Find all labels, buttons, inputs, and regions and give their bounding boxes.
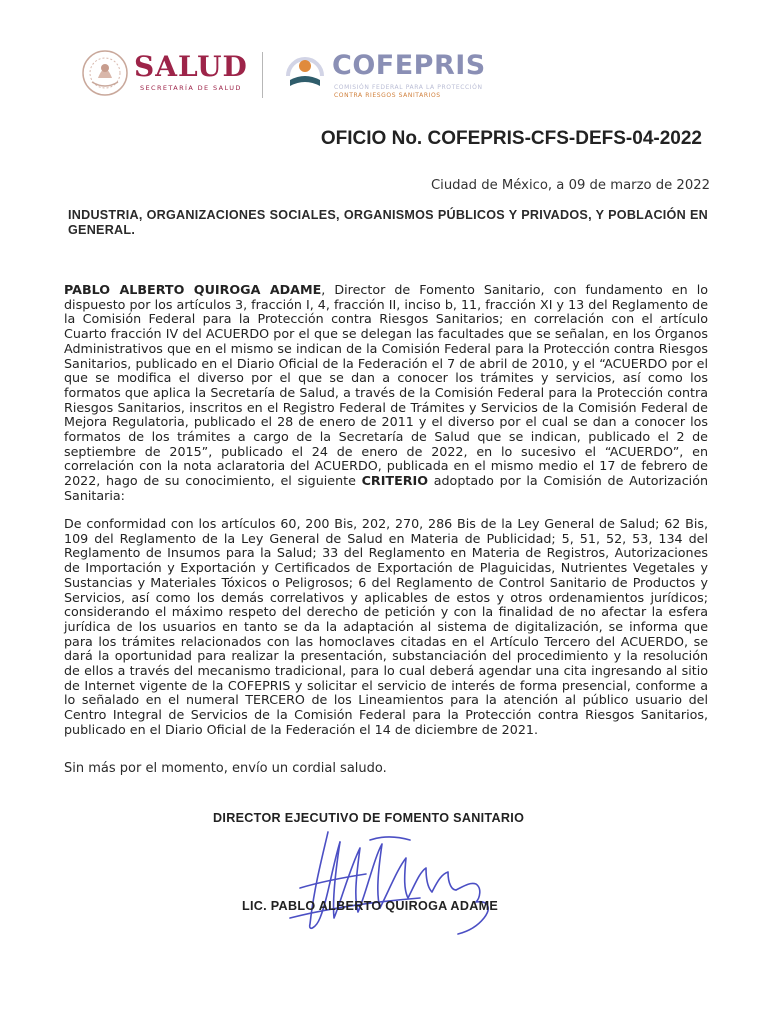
paragraph-1-end: adoptado por la Comisión de Autorización Sanitaria: bbox=[64, 473, 709, 503]
criterio-label: CRITERIO bbox=[361, 473, 429, 489]
salud-subtitle: SECRETARÍA DE SALUD bbox=[140, 84, 242, 92]
cofepris-logo-icon bbox=[282, 46, 328, 96]
paragraph-1 bbox=[64, 283, 708, 504]
cofepris-wordmark: COFEPRIS bbox=[332, 50, 486, 81]
cofepris-subtitle-1: COMISIÓN FEDERAL PARA LA PROTECCIÓN bbox=[334, 84, 483, 91]
closing-line: Sin más por el momento, envío un cordial saludo. bbox=[64, 761, 387, 776]
signer-title: DIRECTOR EJECUTIVO DE FOMENTO SANITARIO bbox=[213, 811, 525, 825]
addressee: INDUSTRIA, ORGANIZACIONES SOCIALES, ORGANISMOS PÚBLICOS Y PRIVADOS, Y POBLACIÓN EN GENERAL. bbox=[68, 208, 708, 237]
paragraph-2: De conformidad con los artículos 60, 200 Bis, 202, 270, 286 Bis de la Ley General de Salud; 62 Bis, 109 del Reglamento de la Ley General de Salud en Materia de Publicidad; 5, 51, 52, 53, 134 del Reglamento de Insumos para la Salud; 33 del Reglamento en Materia de Registros, Autorizaciones de Importación y Exportación y Certificados de Exportación de Plaguicidas, Nutrientes Vegetales y Sustancias y Materiales Tóxicos o Peligrosos; 6 del Reglamento de Control Sanitario de Productos y Servicios, así como los demás correlativos y aplicables de estos y otros ordenamientos jurídicos; considerando el máximo respeto del derecho de petición y con la finalidad de no afectar la esfera jurídica de los usuarios en tanto se da la adaptación al sistema de digitalización, se informa que para los trámites relacionados con las homoclaves citadas en el Artículo Tercero del ACUERDO, se dará la oportunidad para realizar la presentación, substanciación del procedimiento y la resolución de ellos a través del mecanismo tradicional, para lo cual deberá agendar una cita ingresando al sitio de Internet vigente de la COFEPRIS y solicitar el servicio de interés de forma presencial, conforme a lo señalado en el numeral TERCERO de los Lineamientos para la atención al público usuario del Centro Integral de Servicios de la Comisión Federal para la Protección contra Riesgos Sanitarios, publicado en el Diario Oficial de la Federación el 14 de diciembre de 2021. bbox=[64, 516, 708, 737]
signature bbox=[270, 828, 510, 938]
place-date: Ciudad de México, a 09 de marzo de 2022 bbox=[430, 178, 710, 193]
sender-name: PABLO ALBERTO QUIROGA ADAME bbox=[64, 282, 322, 297]
mexico-coat-of-arms-icon bbox=[80, 48, 130, 98]
letterhead bbox=[76, 42, 516, 102]
oficio-number: OFICIO No. COFEPRIS-CFS-DEFS-04-2022 bbox=[320, 128, 702, 149]
logo-divider bbox=[262, 52, 263, 98]
cofepris-subtitle-2: CONTRA RIESGOS SANITARIOS bbox=[334, 92, 441, 99]
salud-wordmark: SALUD bbox=[134, 50, 248, 83]
signer-name: LIC. PABLO ALBERTO QUIROGA ADAME bbox=[242, 899, 499, 913]
paragraph-1-body: , Director de Fomento Sanitario, con fundamento en lo dispuesto por los artículos 3, fracción I, 4, fracción II, inciso b, 11, fracción XI y 13 del Reglamento de la Comisión Federal para la Protección contra Riesgos Sanitarios; en correlación con el artículo Cuarto fracción IV del ACUERDO por el que se delegan las facultades que se señalan, en los Órganos Administrativos que en el mismo se indican de la Comisión Federal para la Protección contra Riesgos Sanitarios, publicado en el Diario Oficial de la Federación el 7 de abril de 2010, y el “ACUERDO por el que se modifica el diverso por el que se dan a conocer los trámites y servicios, así como los formatos que aplica la Secretaría de Salud, a través de la Comisión Federal para la Protección contra Riesgos Sanitarios, inscritos en el Registro Federal de Trámites y Servicios de la Comisión Federal de Mejora Regulatoria, publicado el 28 de enero de 2011 y el diverso por el cual se dan a conocer los formatos de los trámites a cargo de la Secretaría de Salud que se indican, publicado el 2 de septiembre de 2015”, publicado el 24 de enero de 2022, en lo sucesivo el “ACUERDO”, en correlación con la nota aclaratoria del ACUERDO, publicada en el mismo medio el 17 de febrero de 2022, hago de su conocimiento, el siguiente bbox=[64, 282, 708, 489]
